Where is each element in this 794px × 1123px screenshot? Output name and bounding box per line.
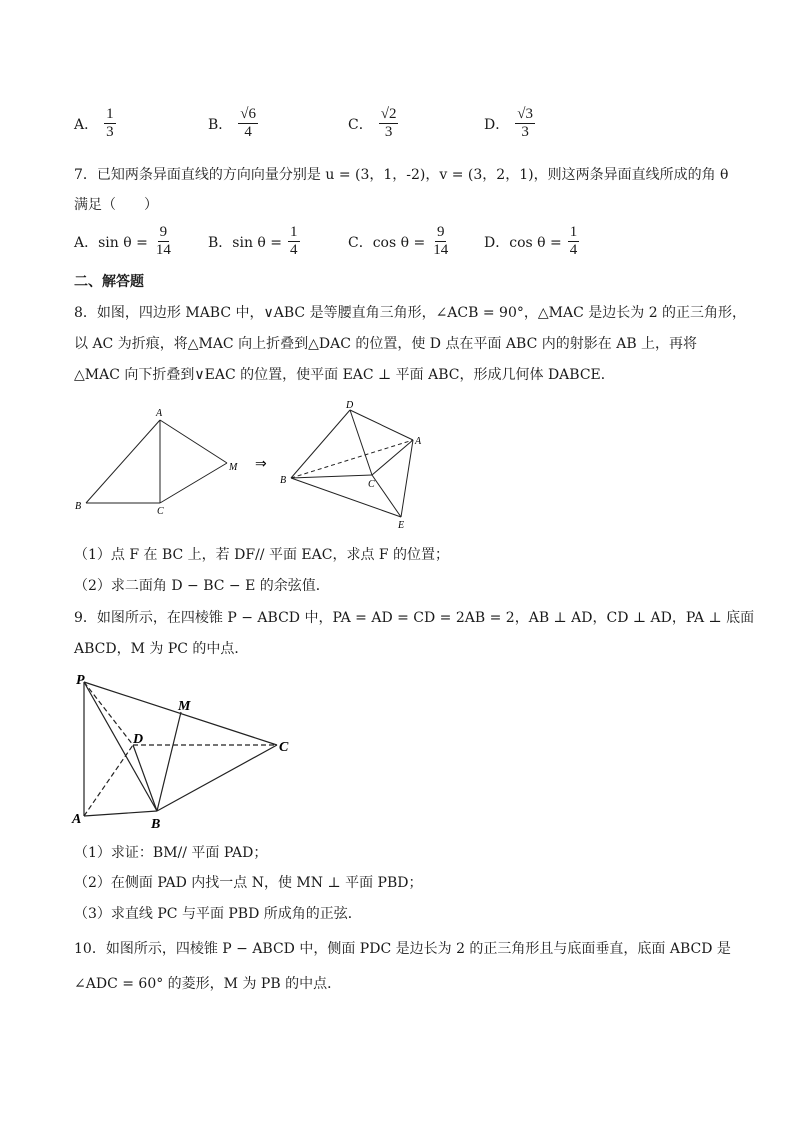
- q9-sub2: （2）在侧面 PAD 内找一点 N，使 MN ⊥ 平面 PBD；: [74, 875, 423, 891]
- q7-option-d: D．cos θ = $\frac{1}{4}$: [484, 224, 578, 258]
- fraction: $\frac{√6}{4}$: [240, 106, 257, 140]
- q7-option-b: B．sin θ = $\frac{1}{4}$: [208, 224, 298, 258]
- label-A: A: [72, 812, 82, 827]
- fraction: $\frac{√2}{3}$: [380, 106, 397, 140]
- label-A: A: [156, 408, 163, 419]
- q10-stem-line2: ∠ADC = 60° 的菱形，M 为 PB 的中点．: [74, 976, 342, 992]
- label-B: B: [280, 475, 287, 486]
- q9-stem-line1: 9．如图所示，在四棱锥 P − ABCD 中，PA = AD = CD = 2AB = 2，AB ⊥ AD，CD ⊥ AD，PA ⊥ 底面: [74, 610, 755, 626]
- label-C: C: [157, 506, 164, 517]
- label-E: E: [398, 520, 405, 531]
- label-M: M: [229, 462, 238, 473]
- q9-figure: [68, 670, 308, 835]
- fraction: $\frac{1}{4}$: [290, 224, 298, 258]
- q6-option-b: B． $\frac{√6}{4}$: [208, 106, 257, 140]
- q10-stem-line1: 10．如图所示，四棱锥 P − ABCD 中，侧面 PDC 是边长为 2 的正三角形且与底面垂直，底面 ABCD 是: [74, 941, 731, 957]
- q9-stem-line2: ABCD，M 为 PC 的中点．: [74, 641, 249, 657]
- label-M: M: [178, 699, 191, 714]
- fraction: $\frac{1}{4}$: [569, 224, 578, 258]
- q7-stem-line1: 7．已知两条异面直线的方向向量分别是 u = (3，1，-2)，v = (3，2，1)，则这两条异面直线所成的角 θ: [74, 167, 729, 183]
- q8-stem-line3: △MAC 向下折叠到∨EAC 的位置，使平面 EAC ⊥ 平面 ABC，形成几何体 DABCE．: [74, 367, 615, 383]
- q7-option-a: A．sin θ = $\frac{9}{14}$: [74, 224, 171, 258]
- label-B: B: [151, 817, 161, 832]
- label-D: D: [133, 732, 144, 747]
- label-C: C: [368, 479, 375, 490]
- section-heading: 二、解答题: [74, 274, 144, 290]
- label-C: C: [279, 740, 289, 755]
- fraction: $\frac{1}{3}$: [106, 106, 114, 140]
- q9-sub3: （3）求直线 PC 与平面 PBD 所成角的正弦．: [74, 906, 362, 922]
- q8-sub2: （2）求二面角 D − BC − E 的余弦值．: [74, 578, 330, 594]
- label-D: D: [346, 400, 354, 411]
- q8-stem-line1: 8．如图，四边形 MABC 中，∨ABC 是等腰直角三角形，∠ACB = 90°，△MAC 是边长为 2 的正三角形，: [74, 305, 747, 321]
- label-B: B: [75, 501, 82, 512]
- arrow-icon: ⇒: [255, 457, 267, 472]
- fraction: $\frac{9}{14}$: [433, 224, 449, 258]
- q7-option-c: C．cos θ = $\frac{9}{14}$: [348, 224, 449, 258]
- q8-sub1: （1）点 F 在 BC 上，若 DF// 平面 EAC，求点 F 的位置；: [74, 547, 450, 563]
- label-A: A: [415, 436, 422, 447]
- q6-option-d: D． $\frac{√3}{3}$: [484, 106, 533, 140]
- q6-option-a: A． $\frac{1}{3}$: [74, 106, 114, 140]
- q7-stem-line2: 满足（ ）: [74, 197, 158, 213]
- fraction: $\frac{9}{14}$: [155, 224, 171, 258]
- fraction: $\frac{√3}{3}$: [517, 106, 533, 140]
- q8-stem-line2: 以 AC 为折痕，将△MAC 向上折叠到△DAC 的位置，使 D 点在平面 ABC 内的射影在 AB 上，再将: [74, 336, 698, 352]
- q8-figure: [70, 400, 450, 535]
- label-P: P: [76, 673, 85, 688]
- q6-option-c: C． $\frac{√2}{3}$: [348, 106, 397, 140]
- q9-sub1: （1）求证：BM// 平面 PAD；: [74, 845, 268, 861]
